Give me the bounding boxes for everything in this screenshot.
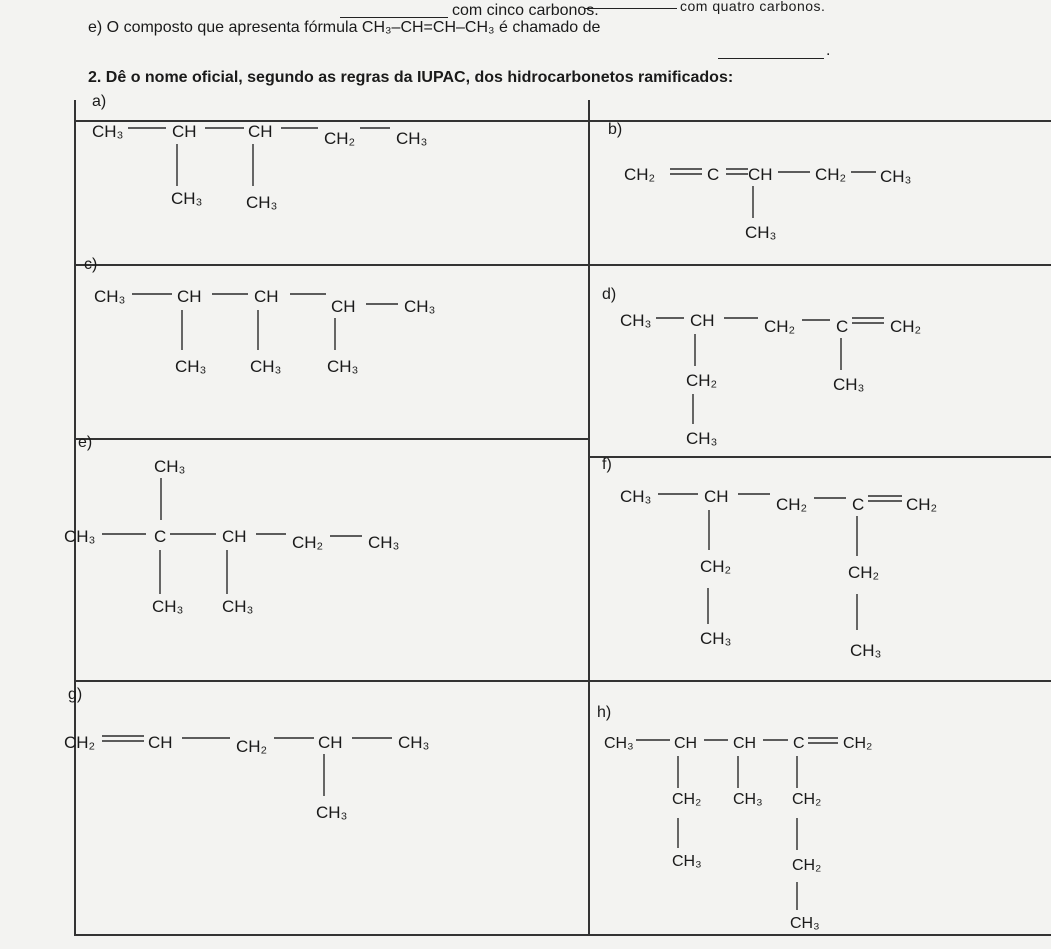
atom-ch3: CH₃ bbox=[398, 733, 430, 752]
atom-ch: CH bbox=[172, 122, 197, 141]
item-label-h: h) bbox=[597, 704, 612, 721]
atom-ch: CH bbox=[248, 122, 273, 141]
atom-ch: CH bbox=[148, 733, 173, 752]
atom-ch3: CH₃ bbox=[92, 122, 124, 141]
atom-ch2: CH₂ bbox=[236, 737, 268, 756]
atom-ch3: CH₃ bbox=[672, 853, 702, 870]
atom-ch2: CH₂ bbox=[848, 563, 880, 582]
atom-ch3: CH₃ bbox=[700, 629, 732, 648]
atom-ch2: CH₂ bbox=[792, 857, 822, 874]
atom-ch2: CH₂ bbox=[815, 165, 847, 184]
atom-ch2: CH₂ bbox=[906, 495, 938, 514]
atom-ch3: CH₃ bbox=[850, 641, 882, 660]
atom-ch: CH bbox=[254, 287, 279, 306]
atom-ch2: CH₂ bbox=[624, 165, 656, 184]
item-label-f: f) bbox=[602, 456, 612, 473]
atom-ch2: CH₂ bbox=[776, 495, 808, 514]
atom-ch3: CH₃ bbox=[833, 375, 865, 394]
atom-ch2: CH₂ bbox=[764, 317, 796, 336]
atom-ch3: CH₃ bbox=[246, 193, 278, 212]
atom-c: C bbox=[793, 735, 805, 752]
atom-ch2: CH₂ bbox=[686, 371, 718, 390]
atom-ch3: CH₃ bbox=[604, 735, 634, 752]
atom-c: C bbox=[154, 527, 167, 546]
atom-ch3: CH₃ bbox=[175, 357, 207, 376]
item-label-e: e) bbox=[78, 434, 93, 451]
atom-ch: CH bbox=[748, 165, 773, 184]
atom-ch2: CH₂ bbox=[843, 735, 873, 752]
atom-ch3: CH₃ bbox=[620, 311, 652, 330]
atom-ch: CH bbox=[222, 527, 247, 546]
atom-c: C bbox=[852, 495, 865, 514]
atom-c: C bbox=[707, 165, 720, 184]
item-label-c: c) bbox=[84, 256, 98, 273]
atom-ch3: CH₃ bbox=[171, 189, 203, 208]
item-label-b: b) bbox=[608, 121, 623, 138]
atom-ch3: CH₃ bbox=[368, 533, 400, 552]
atom-ch: CH bbox=[331, 297, 356, 316]
atom-ch3: CH₃ bbox=[64, 527, 96, 546]
atom-ch2: CH₂ bbox=[292, 533, 324, 552]
item-label-d: d) bbox=[602, 286, 617, 303]
atom-ch3: CH₃ bbox=[327, 357, 359, 376]
question-e-period: . bbox=[826, 42, 831, 59]
atom-ch3: CH₃ bbox=[686, 429, 718, 448]
atom-ch3: CH₃ bbox=[404, 297, 436, 316]
atom-ch: CH bbox=[690, 311, 715, 330]
question-2: 2. Dê o nome oficial, segundo as regras da IUPAC, dos hidrocarbonetos ramificados: bbox=[88, 69, 734, 86]
atom-ch: CH bbox=[733, 735, 757, 752]
atom-ch3: CH₃ bbox=[94, 287, 126, 306]
atom-ch3: CH₃ bbox=[745, 223, 777, 242]
question-e: e) O composto que apresenta fórmula CH₃–CH=CH–CH₃ é chamado de bbox=[88, 19, 601, 36]
atom-ch3: CH₃ bbox=[620, 487, 652, 506]
atom-ch2: CH₂ bbox=[792, 791, 822, 808]
atom-ch: CH bbox=[177, 287, 202, 306]
atom-ch3: CH₃ bbox=[733, 791, 763, 808]
atom-ch3: CH₃ bbox=[154, 457, 186, 476]
atom-ch2: CH₂ bbox=[324, 129, 356, 148]
atom-ch: CH bbox=[318, 733, 343, 752]
atom-ch2: CH₂ bbox=[672, 791, 702, 808]
atom-ch2: CH₂ bbox=[700, 557, 732, 576]
atom-ch3: CH₃ bbox=[880, 167, 912, 186]
atom-ch3: CH₃ bbox=[250, 357, 282, 376]
atom-ch2: CH₂ bbox=[64, 733, 96, 752]
atom-ch3: CH₃ bbox=[316, 803, 348, 822]
atom-c: C bbox=[836, 317, 849, 336]
top-fragment: com quatro carbonos. bbox=[680, 0, 826, 14]
cinco-fragment: com cinco carbonos. bbox=[452, 2, 599, 19]
atom-ch3: CH₃ bbox=[396, 129, 428, 148]
atom-ch3: CH₃ bbox=[790, 915, 820, 932]
atom-ch3: CH₃ bbox=[222, 597, 254, 616]
atom-ch: CH bbox=[674, 735, 698, 752]
atom-ch: CH bbox=[704, 487, 729, 506]
atom-ch2: CH₂ bbox=[890, 317, 922, 336]
atom-ch3: CH₃ bbox=[152, 597, 184, 616]
item-label-g: g) bbox=[68, 686, 83, 703]
item-label-a: a) bbox=[92, 93, 107, 110]
